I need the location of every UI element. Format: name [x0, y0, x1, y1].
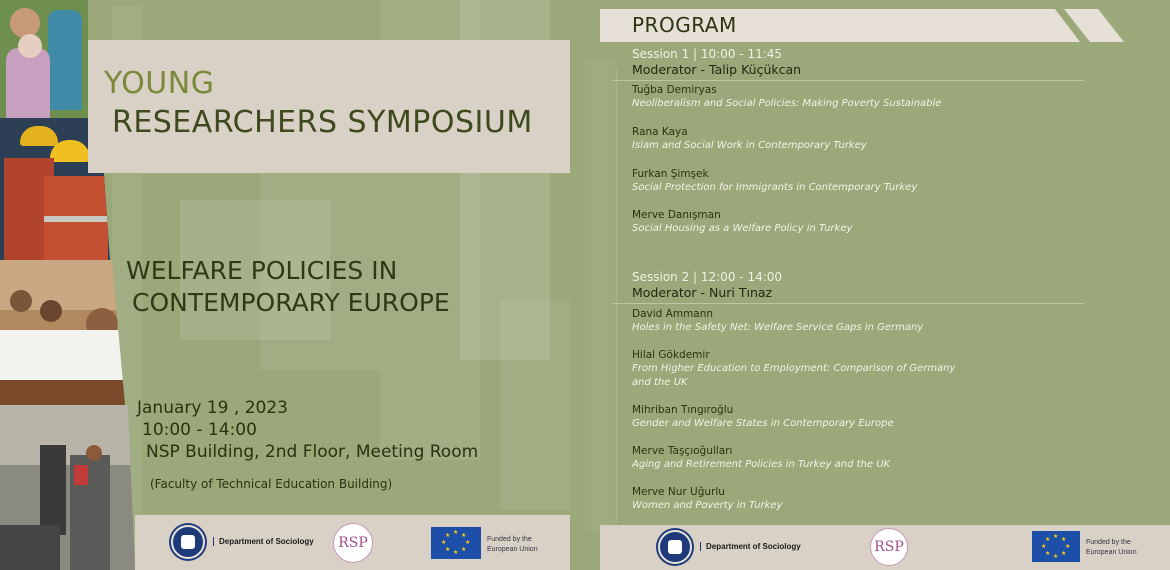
talk-speaker: David Ammann	[632, 308, 714, 320]
sponsor-footer-left	[135, 515, 570, 570]
eu-funding-line2: European Union	[487, 546, 538, 553]
photo-classroom	[0, 260, 125, 405]
talk-item	[632, 307, 992, 335]
event-title-line2: RESEARCHERS SYMPOSIUM	[112, 105, 533, 140]
program-title: PROGRAM	[632, 13, 737, 37]
department-label: Department of Sociology	[213, 537, 314, 546]
talk-topic: Holes in the Safety Net: Welfare Service Gaps in Germany	[632, 322, 924, 333]
photo-caregiver	[0, 0, 88, 118]
session-1-divider	[612, 80, 1084, 81]
talk-topic: From Higher Education to Employment: Comparison of Germany and the UK	[632, 363, 956, 388]
rsp-logo-icon: RSP	[333, 523, 373, 563]
talk-speaker: Merve Nur Uğurlu	[632, 486, 725, 498]
subtitle-line2: CONTEMPORARY EUROPE	[132, 288, 450, 317]
talk-item	[632, 403, 992, 431]
eu-funding-line1: Funded by the	[487, 536, 532, 543]
talk-speaker: Merve Danışman	[632, 209, 721, 221]
talk-speaker: Merve Taşçıoğulları	[632, 445, 733, 457]
photo-refugees	[0, 405, 135, 570]
talk-topic: Social Housing as a Welfare Policy in Turkey	[632, 223, 853, 234]
rsp-logo-icon: RSP	[870, 528, 908, 566]
event-subtitle	[126, 255, 450, 319]
eu-funding-line1: Funded by the	[1086, 539, 1131, 546]
session-2-divider	[612, 303, 1084, 304]
talk-item	[632, 167, 992, 195]
eu-funding-label	[1086, 538, 1137, 558]
talk-topic: Islam and Social Work in Contemporary Turkey	[632, 140, 867, 151]
talk-topic: Gender and Welfare States in Contemporary Europe	[632, 418, 894, 429]
talk-item	[632, 208, 992, 236]
talk-item	[632, 83, 992, 111]
department-label: Department of Sociology	[700, 542, 801, 551]
event-venue: NSP Building, 2nd Floor, Meeting Room	[146, 442, 479, 462]
talk-topic: Neoliberalism and Social Policies: Making Poverty Sustainable	[632, 98, 942, 109]
eu-funding-line2: European Union	[1086, 549, 1137, 556]
talk-item	[632, 444, 992, 472]
venue-note: (Faculty of Technical Education Building)	[150, 477, 393, 491]
decor-block	[500, 300, 570, 510]
university-logo-icon	[658, 530, 692, 564]
decor-band	[585, 60, 615, 530]
talk-speaker: Tuğba Demiryas	[632, 84, 717, 96]
talk-speaker: Hilal Gökdemir	[632, 349, 710, 361]
talk-item	[632, 125, 992, 153]
talk-topic: Women and Poverty in Turkey	[632, 500, 783, 511]
talk-item	[632, 348, 972, 390]
session-2-moderator: Moderator - Nuri Tınaz	[632, 285, 773, 300]
talk-speaker: Furkan Şimşek	[632, 168, 709, 180]
subtitle-line1: WELFARE POLICIES IN	[126, 256, 398, 285]
event-title-line1: YOUNG	[104, 66, 215, 101]
talk-speaker: Mihriban Tıngıroğlu	[632, 404, 734, 416]
eu-flag-icon: ★ ★ ★ ★ ★ ★ ★ ★	[1032, 531, 1080, 562]
eu-funding-label	[487, 535, 538, 555]
event-details	[137, 397, 478, 463]
session-2-time: Session 2 | 12:00 - 14:00	[632, 270, 783, 284]
university-logo-icon	[171, 525, 205, 559]
event-date: January 19 , 2023	[137, 398, 288, 418]
eu-flag-icon: ★ ★ ★ ★ ★ ★ ★ ★	[431, 527, 481, 559]
talk-item	[632, 485, 992, 513]
talk-topic: Social Protection for Immigrants in Contemporary Turkey	[632, 182, 918, 193]
sponsor-footer-right	[600, 525, 1170, 570]
session-1-moderator: Moderator - Talip Küçükcan	[632, 62, 802, 77]
talk-speaker: Rana Kaya	[632, 126, 688, 138]
event-time: 10:00 - 14:00	[142, 420, 257, 440]
talk-topic: Aging and Retirement Policies in Turkey and the UK	[632, 459, 891, 470]
program-divider	[616, 68, 617, 523]
session-1-time: Session 1 | 10:00 - 11:45	[632, 47, 783, 61]
